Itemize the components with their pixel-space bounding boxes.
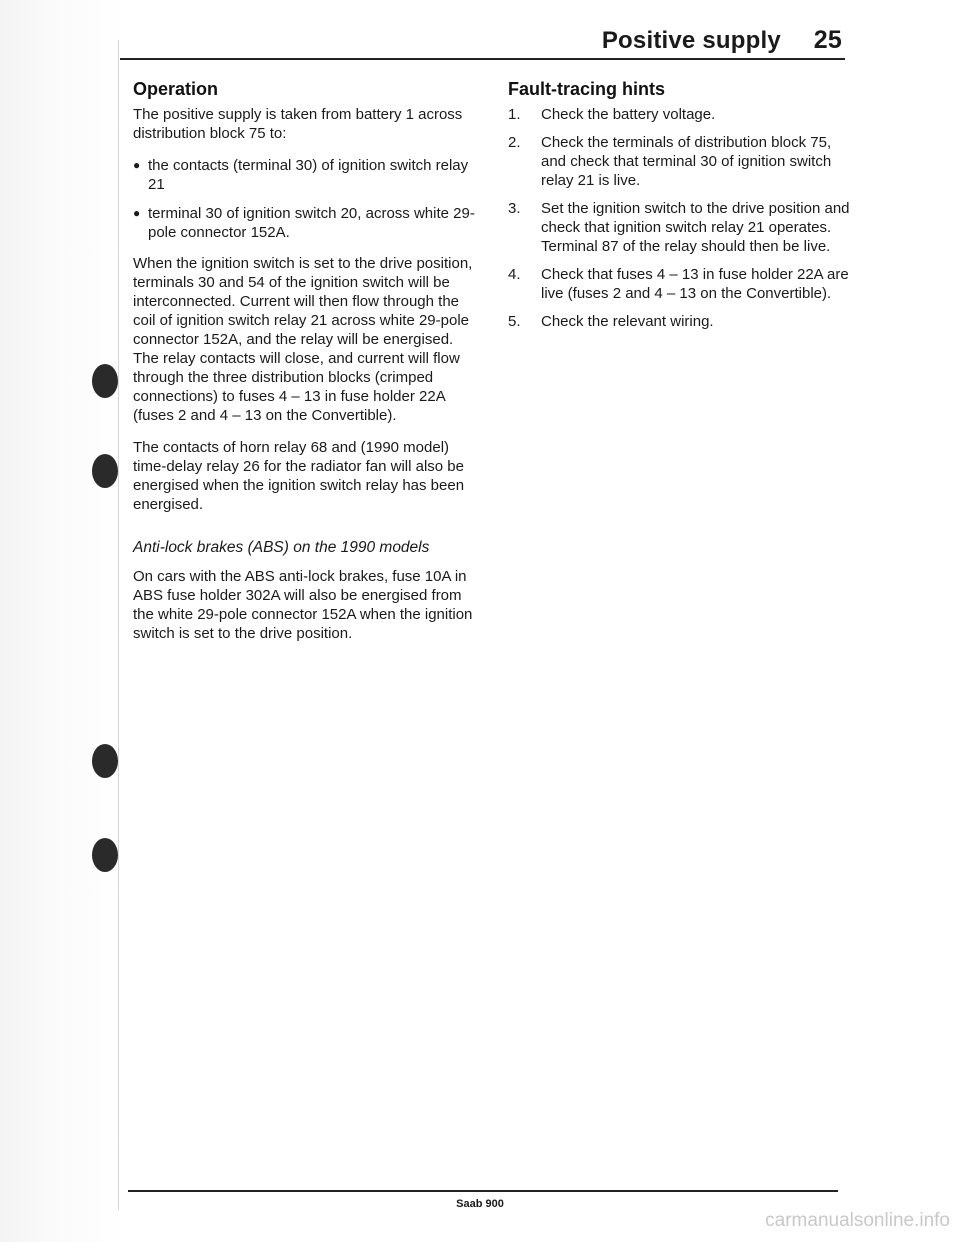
operation-paragraph: The contacts of horn relay 68 and (1990 model) time-delay relay 26 for the radiator fan will also be energised when the ignition switch relay has been energised. bbox=[133, 439, 465, 513]
fault-tracing-steps bbox=[508, 105, 853, 331]
step-item bbox=[508, 312, 853, 331]
binding-edge bbox=[0, 0, 125, 1242]
fault-tracing-heading: Fault-tracing hints bbox=[508, 79, 665, 99]
operation-heading: Operation bbox=[133, 79, 219, 99]
watermark: carmanualsonline.info bbox=[765, 1210, 950, 1231]
step-item bbox=[508, 105, 853, 124]
operation-intro: The positive supply is taken from battery 1 across distribution block 75 to: bbox=[133, 106, 463, 142]
operation-bullet-list bbox=[133, 156, 478, 242]
page-header bbox=[602, 26, 842, 55]
binding-line bbox=[118, 40, 119, 1210]
step-number: 5. bbox=[508, 313, 521, 330]
step-number: 4. bbox=[508, 266, 521, 283]
step-text: Check the terminals of distribution block 75, and check that terminal 30 of ignition switch relay 21 is live. bbox=[541, 134, 832, 189]
step-number: 2. bbox=[508, 134, 521, 151]
page-number: 25 bbox=[813, 26, 842, 54]
header-rule bbox=[120, 58, 845, 60]
punch-hole bbox=[92, 744, 118, 778]
step-text: Check the relevant wiring. bbox=[541, 313, 714, 330]
punch-hole bbox=[92, 838, 118, 872]
operation-paragraph: When the ignition switch is set to the drive position, terminals 30 and 54 of the ignition switch will be interconnected. Current will then flow through the coil of ignition switch relay 21 across white 29-pole connector 152A, and the relay will be energised. The relay contacts will close, and current will flow through the three distribution blocks (crimped connections) to fuses 4 – 13 in fuse holder 22A (fuses 2 and 4 – 13 on the Convertible). bbox=[133, 255, 473, 424]
step-number: 1. bbox=[508, 106, 521, 123]
bullet-item: ● the contacts (terminal 30) of ignition switch relay 21 bbox=[133, 156, 478, 194]
punch-hole bbox=[92, 454, 118, 488]
step-text: Check that fuses 4 – 13 in fuse holder 22A are live (fuses 2 and 4 – 13 on the Convertible). bbox=[541, 266, 849, 302]
step-item bbox=[508, 133, 853, 190]
abs-subheading: Anti-lock brakes (ABS) on the 1990 models bbox=[133, 539, 430, 556]
punch-hole bbox=[92, 364, 118, 398]
page-footer: Saab 900 bbox=[456, 1198, 504, 1210]
step-text: Set the ignition switch to the drive position and check that ignition switch relay 21 operates. Terminal 87 of the relay should then be live. bbox=[541, 200, 850, 255]
step-item bbox=[508, 199, 853, 256]
step-item bbox=[508, 265, 853, 303]
fault-tracing-column bbox=[508, 80, 853, 340]
footer-rule bbox=[128, 1190, 838, 1192]
step-number: 3. bbox=[508, 200, 521, 217]
page-title: Positive supply bbox=[601, 27, 781, 54]
bullet-item: ● terminal 30 of ignition switch 20, across white 29-pole connector 152A. bbox=[133, 204, 478, 242]
operation-column bbox=[133, 80, 478, 656]
abs-paragraph: On cars with the ABS anti-lock brakes, fuse 10A in ABS fuse holder 302A will also be energised from the white 29-pole connector 152A when the ignition switch is set to the drive position. bbox=[133, 568, 473, 642]
step-text: Check the battery voltage. bbox=[541, 106, 716, 123]
